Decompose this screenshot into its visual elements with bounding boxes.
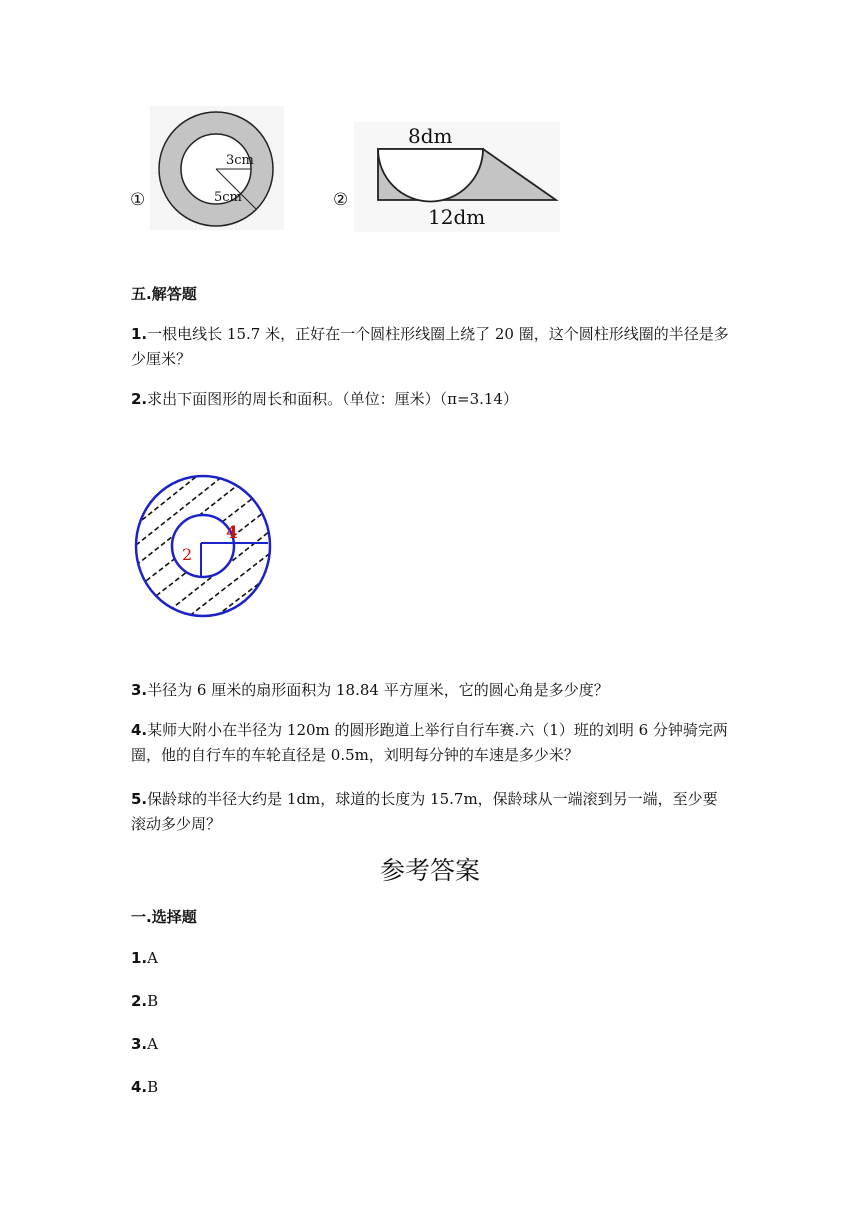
- hatch-lines: [132, 470, 274, 620]
- answer-1-number: 1.: [131, 949, 148, 967]
- answer-item: [131, 1078, 158, 1096]
- ring-figure: [150, 106, 284, 230]
- question-5-number: 5.: [131, 790, 148, 808]
- answer-item: [131, 992, 158, 1010]
- question-1-number: 1.: [131, 325, 148, 343]
- annulus-figure: [132, 470, 274, 620]
- answer-2-value: B: [147, 992, 159, 1010]
- question-4-text: 某师大附小在半径为 120m 的圆形跑道上举行自行车赛.六（1）班的刘明 6 分钟骑完两圈，他的自行车的车轮直径是 0.5m，刘明每分钟的车速是多少米？: [131, 721, 728, 764]
- trapezoid-figure: [354, 122, 560, 232]
- question-4: [131, 718, 736, 768]
- question-3-text: 半径为 6 厘米的扇形面积为 18.84 平方厘米，它的圆心角是多少度？: [147, 681, 609, 699]
- answer-4-number: 4.: [131, 1078, 148, 1096]
- outer-blue-circle: [136, 476, 270, 616]
- answers-title: 参考答案: [379, 856, 480, 885]
- question-3-number: 3.: [131, 681, 148, 699]
- inner-radius-label: 3cm: [226, 153, 254, 168]
- answer-item: [131, 949, 158, 967]
- question-5: [131, 787, 731, 837]
- question-3: [131, 678, 771, 703]
- answer-3-value: A: [147, 1035, 158, 1053]
- question-2-number: 2.: [131, 390, 148, 408]
- inner-radius-number: 2: [182, 545, 193, 564]
- figure-1-marker: ①: [130, 190, 146, 210]
- section-5-title: 五.解答题: [131, 285, 197, 303]
- answer-item: [131, 1035, 158, 1053]
- answers-section-1-title: 一.选择题: [131, 908, 197, 926]
- outer-radius-number: 4: [226, 523, 238, 543]
- answer-3-number: 3.: [131, 1035, 148, 1053]
- question-1: [131, 322, 731, 372]
- top-length-label: 8dm: [408, 124, 453, 148]
- answer-1-value: A: [147, 949, 158, 967]
- question-1-text: 一根电线长 15.7 米，正好在一个圆柱形线圈上绕了 20 圈，这个圆柱形线圈的半径是多少厘米？: [131, 325, 729, 368]
- answer-4-value: B: [147, 1078, 159, 1096]
- bottom-length-label: 12dm: [428, 205, 486, 229]
- outer-radius-label: 5cm: [214, 190, 242, 205]
- question-2: [131, 387, 771, 412]
- question-2-text: 求出下面图形的周长和面积。（单位：厘米）（π=3.14）: [147, 390, 518, 408]
- question-4-number: 4.: [131, 721, 148, 739]
- answer-2-number: 2.: [131, 992, 148, 1010]
- question-5-text: 保龄球的半径大约是 1dm，球道的长度为 15.7m，保龄球从一端滚到另一端，至少要滚动多少周？: [131, 790, 718, 833]
- figure-2-marker: ②: [333, 190, 349, 210]
